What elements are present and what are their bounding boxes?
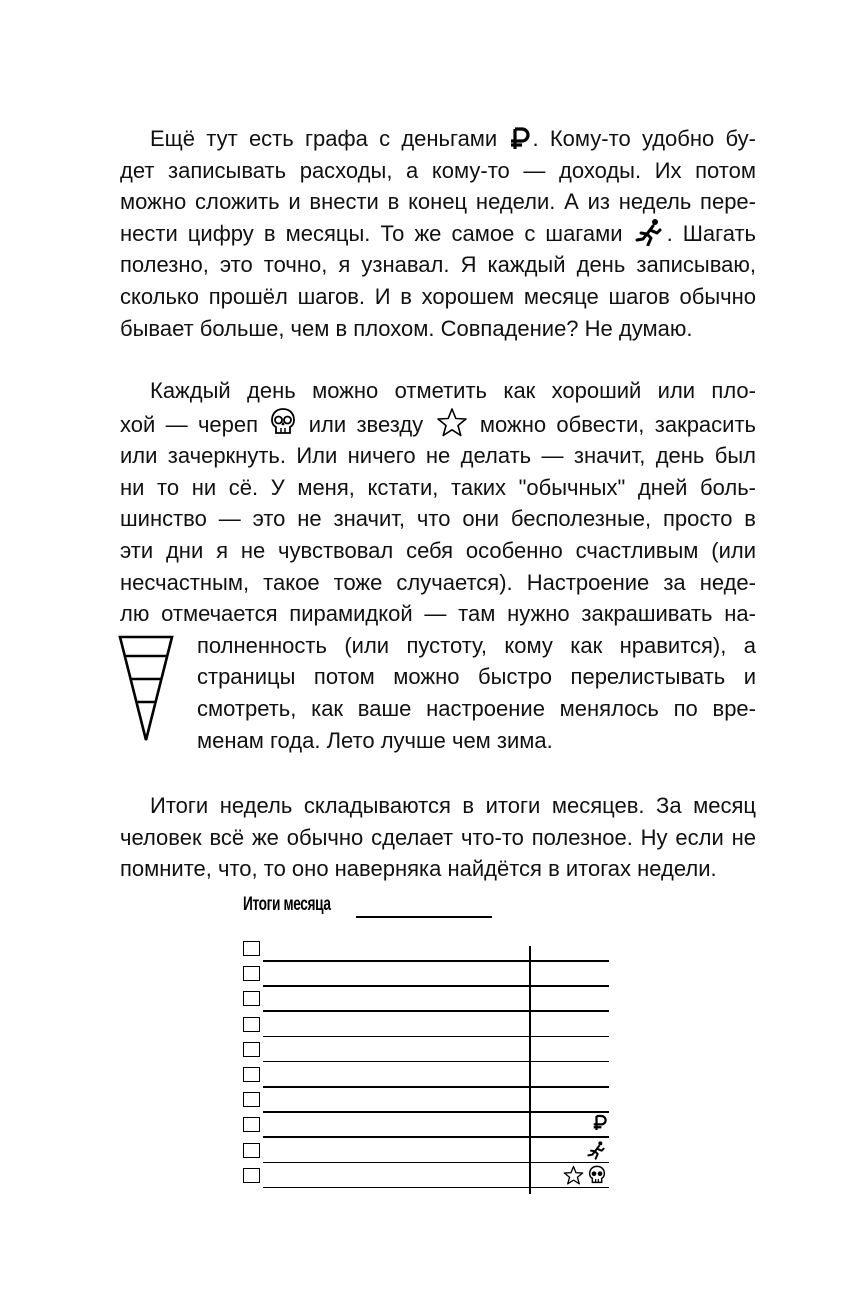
month-summary-title: Итоги месяца xyxy=(243,894,331,915)
row-line xyxy=(263,1010,609,1012)
mood-pyramid-icon xyxy=(118,634,174,749)
text-line: лю отмечается пирамидкой — там нужно закрашивать на- xyxy=(120,601,756,627)
ruble-icon xyxy=(510,127,530,151)
text-line: полезно, это точно, я узнавал. Я каждый день записываю, xyxy=(120,252,756,278)
row-line xyxy=(263,1136,609,1138)
skull-icon xyxy=(270,407,296,437)
text-line: бывает больше, чем в плохом. Совпадение? Не думаю. xyxy=(120,315,693,341)
row-line xyxy=(263,960,609,962)
checklist-row xyxy=(243,1039,613,1063)
text-line: несчастным, такое тоже случается). Настроение за неде- xyxy=(120,569,756,595)
checkbox[interactable] xyxy=(243,1042,260,1057)
checkbox[interactable] xyxy=(243,1092,260,1107)
month-title-blank-line xyxy=(356,916,492,918)
row-line xyxy=(263,1036,609,1038)
text-segment: хой — череп xyxy=(120,411,259,437)
checkbox[interactable] xyxy=(243,1017,260,1032)
row-line xyxy=(263,1111,609,1113)
checkbox[interactable] xyxy=(243,1143,260,1158)
checklist-row xyxy=(243,1064,613,1088)
checklist-row xyxy=(243,1014,613,1038)
text-line: полненность (или пустоту, кому как нравится), а xyxy=(197,632,756,658)
checklist-row xyxy=(243,1114,613,1138)
row-line xyxy=(263,1162,609,1164)
text-line xyxy=(120,407,756,441)
text-line: можно сложить и внести в конец недели. А из недель пере- xyxy=(120,189,756,215)
checkbox[interactable] xyxy=(243,1168,260,1183)
row-line xyxy=(263,1187,609,1189)
text-line: сколько прошёл шагов. И в хорошем месяце шагов обычно xyxy=(120,283,756,309)
row-line xyxy=(263,1061,609,1063)
checklist-row xyxy=(243,938,613,962)
text-segment: можно обвести, закрасить xyxy=(479,411,756,437)
text-line: смотреть, как ваше настроение менялось по вре- xyxy=(197,695,756,721)
text-segment: или звезду xyxy=(308,411,424,437)
running-man-icon xyxy=(635,218,665,246)
text-segment: . Кому-то удобно бу- xyxy=(532,126,756,151)
paragraph-money-steps xyxy=(120,123,756,344)
checklist-row xyxy=(243,988,613,1012)
running-man-icon xyxy=(587,1140,607,1165)
text-line: ни то ни сё. У меня, кстати, таких "обычных" дней боль- xyxy=(120,474,756,500)
text-line xyxy=(120,123,756,155)
checklist-row xyxy=(243,1165,613,1189)
checklist-row xyxy=(243,963,613,987)
row-line xyxy=(263,1086,609,1088)
checklist-row xyxy=(243,1089,613,1113)
star-icon xyxy=(436,407,468,437)
text-line: страницы потом можно быстро перелистывать и xyxy=(197,664,756,690)
text-line: или зачеркнуть. Или ничего не делать — значит, день был xyxy=(120,443,756,469)
checkbox[interactable] xyxy=(243,1067,260,1082)
checkbox[interactable] xyxy=(243,1117,260,1132)
text-line xyxy=(120,218,756,250)
text-line: менам года. Лето лучше чем зима. xyxy=(197,727,553,753)
text-line: шинство — это не значит, что они бесполезные, просто в xyxy=(120,506,756,532)
text-line: эти дни я не чувствовал себя особенно счастливым (или xyxy=(120,537,756,563)
text-line: Итоги недель складываются в итоги месяцев. За месяц xyxy=(150,793,756,818)
paragraph-summaries xyxy=(120,790,756,885)
text-segment: нести цифру в месяцы. То же самое с шагами xyxy=(120,220,623,246)
text-line: дет записывать расходы, а кому-то — доходы. Их потом xyxy=(120,157,756,183)
checklist-row xyxy=(243,1140,613,1164)
text-line: помните, что, то оно наверняка найдётся в итогах недели. xyxy=(120,856,717,882)
paragraph-day-mood xyxy=(120,375,756,756)
checkbox[interactable] xyxy=(243,966,260,981)
checkbox[interactable] xyxy=(243,991,260,1006)
row-line xyxy=(263,985,609,987)
text-line: Каждый день можно отметить как хороший или пло- xyxy=(150,378,756,403)
checkbox[interactable] xyxy=(243,941,260,956)
month-summary-table xyxy=(243,938,613,1194)
text-segment: . Шагать xyxy=(666,220,756,246)
text-segment: Ещё тут есть графа с деньгами xyxy=(150,126,498,151)
text-line: человек всё же обычно сделает что-то полезное. Ну если не xyxy=(120,824,756,850)
ruble-icon xyxy=(593,1114,607,1137)
